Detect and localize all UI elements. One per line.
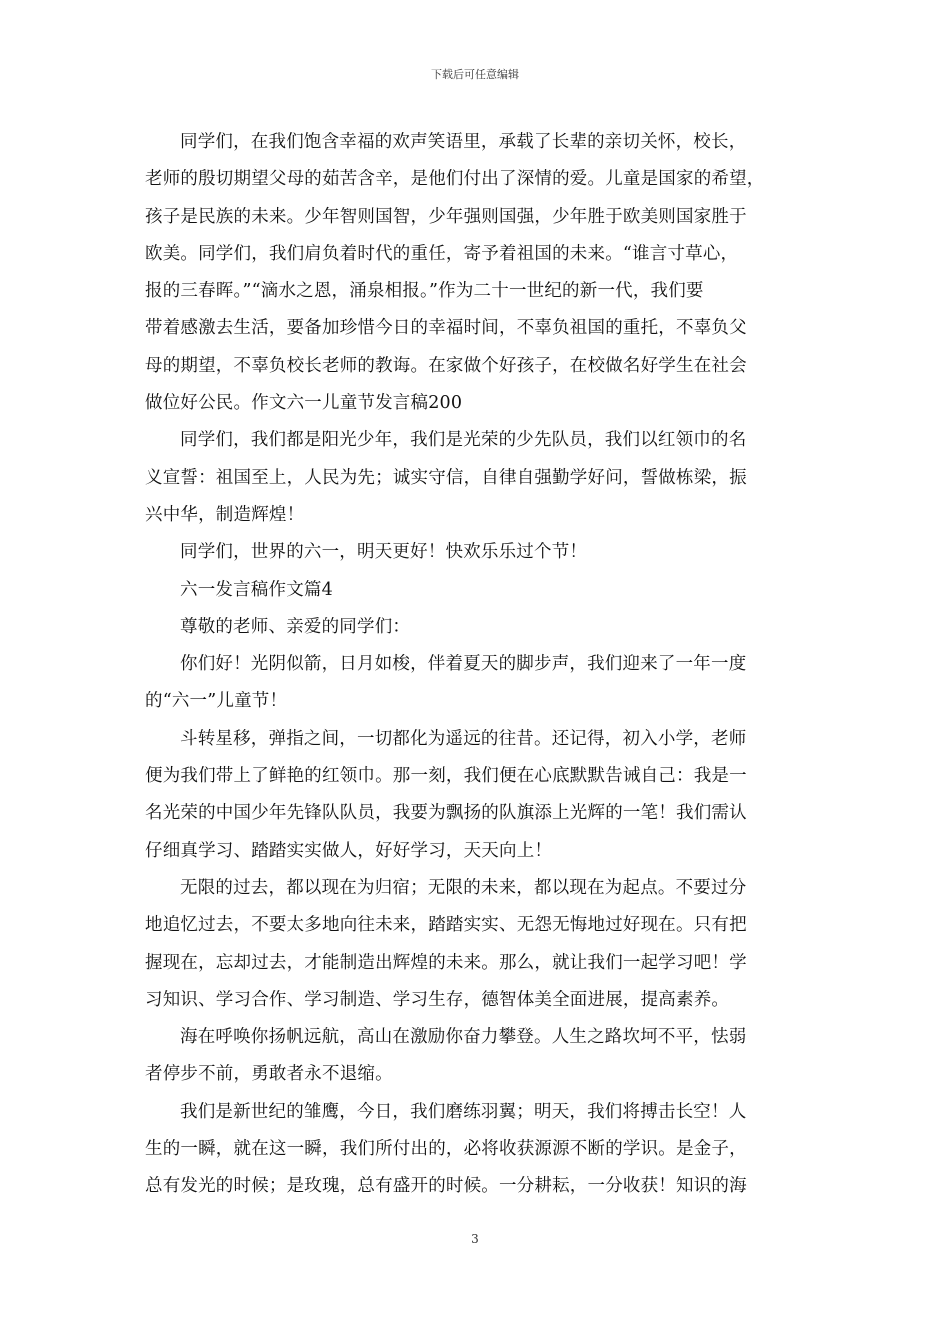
paragraph xyxy=(145,572,813,609)
document-body xyxy=(145,124,813,1206)
text-line: 带着感激去生活，要备加珍惜今日的幸福时间，不辜负祖国的重托，不辜负父 xyxy=(145,318,747,339)
text-line: 斗转星移，弹指之间，一切都化为遥远的往昔。还记得，初入小学，老师 xyxy=(180,728,747,749)
text-line: 义宣誓：祖国至上，人民为先；诚实守信，自律自强勤学好问，誓做栋梁，振 xyxy=(145,467,747,488)
text-line: 者停步不前，勇敢者永不退缩。 xyxy=(145,1064,393,1085)
text-line: 同学们，世界的六一，明天更好！快欢乐乐过个节！ xyxy=(180,542,588,563)
text-line: 同学们，在我们饱含幸福的欢声笑语里，承载了长辈的亲切关怀，校长， xyxy=(180,132,747,152)
page-header: 下载后可任意编辑 xyxy=(431,68,519,81)
paragraph xyxy=(145,609,813,646)
text-line: 同学们，我们都是阳光少年，我们是光荣的少先队员，我们以红领巾的名 xyxy=(180,430,747,451)
paragraph xyxy=(145,721,813,870)
text-line: 做位好公民。作文六一儿童节发言稿200 xyxy=(145,393,463,414)
paragraph xyxy=(145,870,813,1019)
text-line: 你们好！光阴似箭，日月如梭，伴着夏天的脚步声，我们迎来了一年一度 xyxy=(180,654,747,675)
paragraph xyxy=(145,1019,813,1094)
text-line: 无限的过去，都以现在为归宿；无限的未来，都以现在为起点。不要过分 xyxy=(180,877,747,898)
text-line: 仔细真学习、踏踏实实做人，好好学习，天天向上！ xyxy=(145,840,553,861)
text-line: 地追忆过去，不要太多地向往未来，踏踏实实、无怨无悔地过好现在。只有把 xyxy=(145,915,747,936)
paragraph xyxy=(145,124,813,422)
text-line: 海在呼唤你扬帆远航，高山在激励你奋力攀登。人生之路坎坷不平，怯弱 xyxy=(180,1027,747,1048)
text-line: 兴中华，制造辉煌！ xyxy=(145,504,305,525)
text-line: 报的三春晖。”“滴水之恩，涌泉相报。”作为二十一世纪的新一代，我们要 xyxy=(145,281,704,302)
text-line: 握现在，忘却过去，才能制造出辉煌的未来。那么，就让我们一起学习吧！学 xyxy=(145,952,747,973)
text-line: 名光荣的中国少年先锋队队员，我要为飘扬的队旗添上光辉的一笔！我们需认 xyxy=(145,803,747,824)
text-line: 母的期望，不辜负校长老师的教诲。在家做个好孩子，在校做名好学生在社会 xyxy=(145,355,747,376)
paragraph xyxy=(145,1094,813,1206)
page-number: 3 xyxy=(471,1232,479,1246)
text-line: 老师的殷切期望父母的茹苦含辛，是他们付出了深情的爱。儿童是国家的希望， xyxy=(145,169,765,190)
paragraph xyxy=(145,646,813,721)
text-line: 总有发光的时候；是玫瑰，总有盛开的时候。一分耕耘，一分收获！知识的海 xyxy=(145,1176,747,1197)
text-line: 欧美。同学们，我们肩负着时代的重任，寄予着祖国的未来。“谁言寸草心， xyxy=(145,243,739,264)
text-line: 六一发言稿作文篇4 xyxy=(180,579,333,600)
text-line: 的“六一”儿童节！ xyxy=(145,691,288,712)
text-line: 习知识、学习合作、学习制造、学习生存，德智体美全面进展，提高素养。 xyxy=(145,989,730,1010)
text-line: 便为我们带上了鲜艳的红领巾。那一刻，我们便在心底默默告诫自己：我是一 xyxy=(145,766,747,787)
text-line: 尊敬的老师、亲爱的同学们： xyxy=(180,616,411,637)
text-line: 我们是新世纪的雏鹰，今日，我们磨练羽翼；明天，我们将搏击长空！人 xyxy=(180,1101,747,1122)
paragraph xyxy=(145,534,813,571)
text-line: 孩子是民族的未来。少年智则国智，少年强则国强，少年胜于欧美则国家胜于 xyxy=(145,206,747,227)
text-line: 生的一瞬，就在这一瞬，我们所付出的，必将收获源源不断的学识。是金子， xyxy=(145,1139,747,1160)
paragraph xyxy=(145,422,813,534)
